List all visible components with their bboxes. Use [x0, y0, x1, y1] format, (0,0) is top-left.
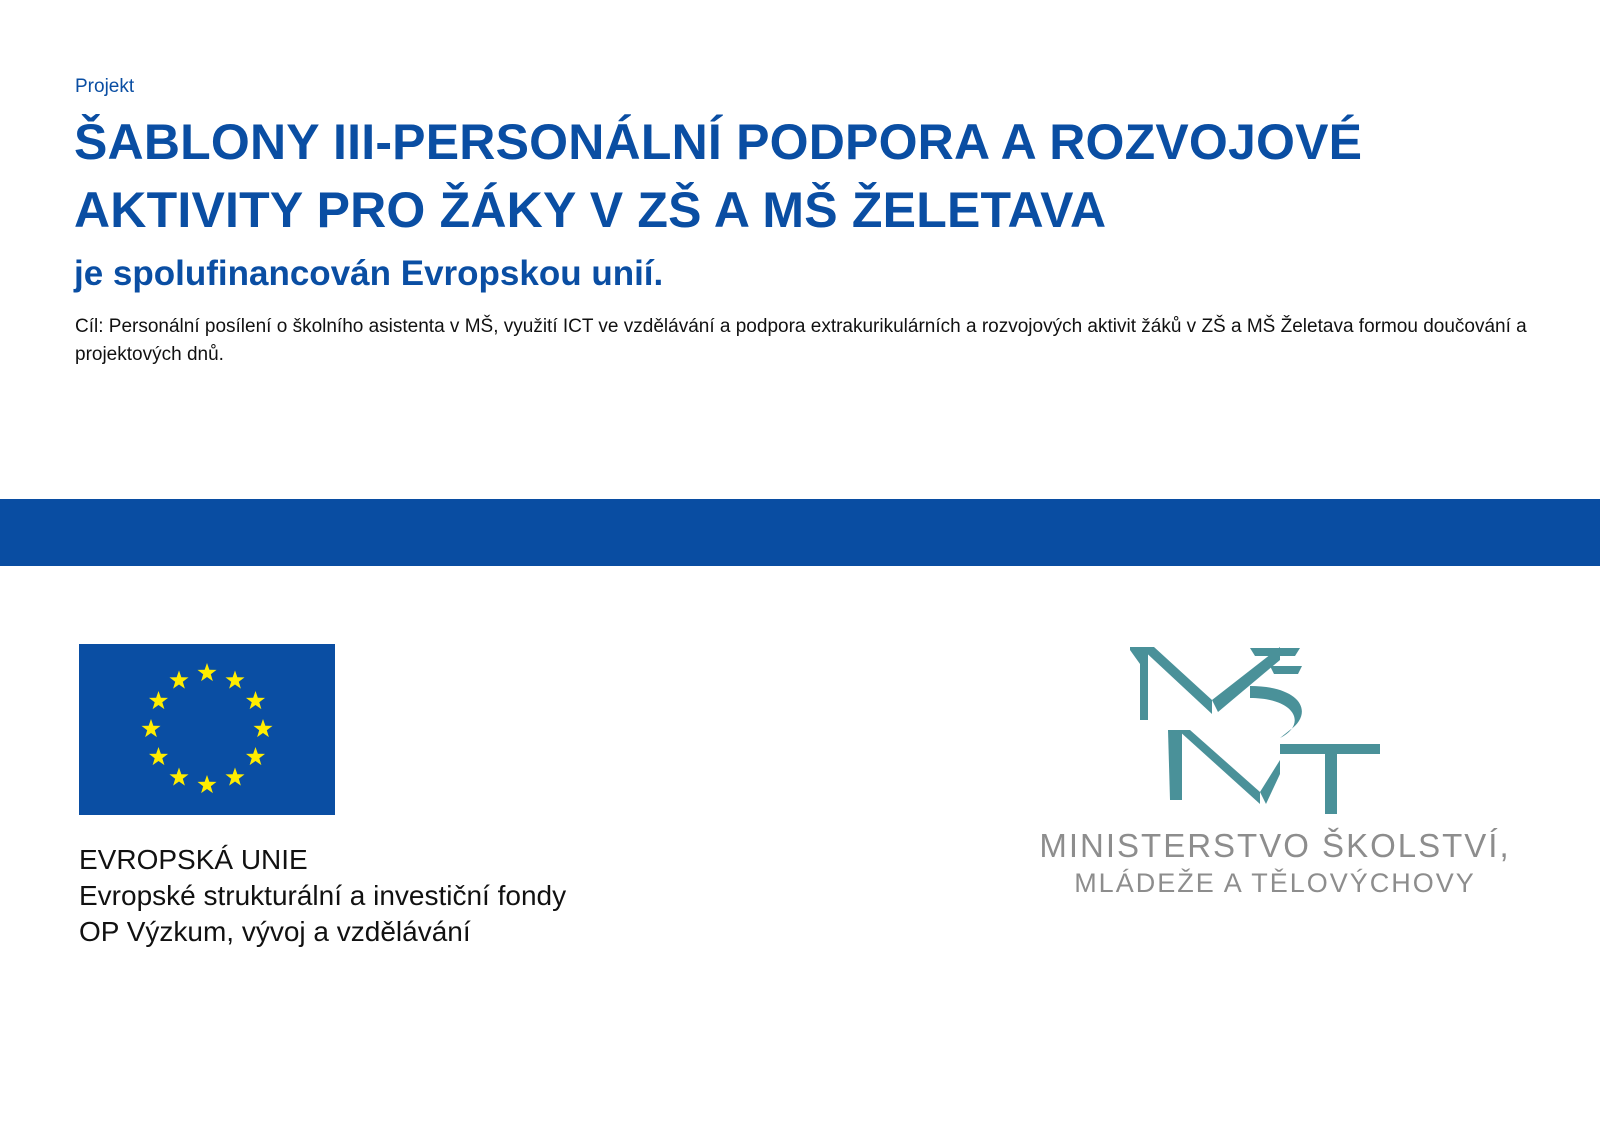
eu-caption-line-funds: Evropské strukturální a investiční fondy: [79, 880, 567, 911]
eu-flag-icon: [79, 644, 335, 815]
msmt-logo-icon: [1130, 642, 1410, 820]
msmt-caption-line-1: MINISTERSTVO ŠKOLSTVÍ,: [1039, 827, 1511, 864]
project-kicker: Projekt: [75, 76, 135, 97]
cofinancing-statement: je spolufinancován Evropskou unií.: [74, 254, 664, 293]
project-title: ŠABLONY III-PERSONÁLNÍ PODPORA A ROZVOJOVÉ AKTIVITY PRO ŽÁKY V ZŠ A MŠ ŽELETAVA: [74, 114, 1363, 238]
msmt-caption: [1005, 826, 1545, 900]
project-goal: Cíl: Personální posílení o školního asistenta v MŠ, využití ICT ve vzdělávání a podpora extrakurikulárních a rozvojových aktivit žáků v ZŠ a MŠ Želetava formou doučování a projektových dnů.: [75, 316, 1527, 365]
blue-band: [0, 499, 1600, 566]
eu-caption-line-programme: OP Výzkum, vývoj a vzdělávání: [79, 916, 471, 947]
eu-caption: [79, 842, 566, 950]
msmt-caption-line-2: MLÁDEŽE A TĚLOVÝCHOVY: [1074, 868, 1476, 898]
eu-caption-line-union: EVROPSKÁ UNIE: [79, 844, 308, 875]
